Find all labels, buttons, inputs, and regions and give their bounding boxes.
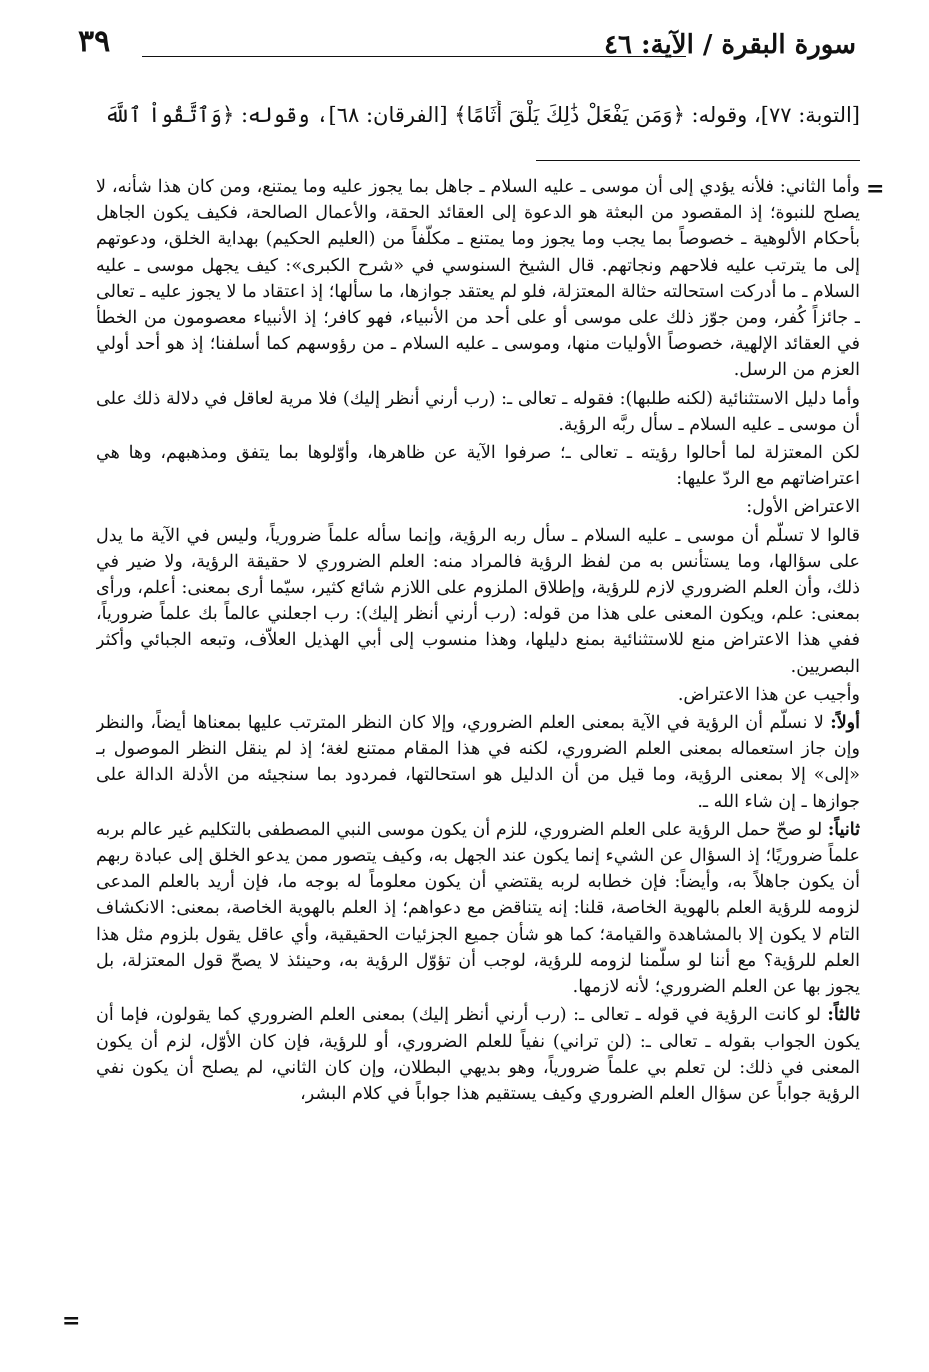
second-reply-label: ثانياً:	[827, 819, 860, 840]
third-reply-text: لو كانت الرؤية في قوله ـ تعالى ـ: (رب أرني أنظر إليك) بمعنى العلم الضروري كما يقولون، فإما أن يكون الجواب بقوله ـ تعالى ـ: (لن تراني) نفياً للعلم الضروري، أو للرؤية، فإن كان الأوّل، لزم أن يكون المعنى في ذلك: لن تعلم بي علماً ضرورياً، وهو بديهي البطلان، وإن كان الثاني، لم يصلح أن يكون نفي الرؤية جواباً عن سؤال العلم الضروري وكيف يستقيم هذا جواباً في كلام البشر،	[96, 1005, 860, 1104]
first-reply-label: أولاً:	[830, 713, 860, 734]
note-heading-first-objection: الاعتراض الأول:	[746, 497, 860, 518]
note-paragraph-third-reply	[96, 1002, 860, 1107]
note-paragraph-second-reply	[96, 817, 860, 1000]
note-paragraph-objection: قالوا لا تسلّم أن موسى ـ عليه السلام ـ سأل ربه الرؤية، وإنما سأله علماً ضرورياً، وليس في الآية ما يدل على سؤالها، وما يستأنس به من لفظ الرؤية فالمراد منه: العلم الضروري لا حقيقة الرؤية، ولا ضير في ذلك، وأن العلم الضروري لازم للرؤية، وإطلاق الملزوم على اللازم شائع كثير، سيّما أرى بمعنى: أعلم، ورأى بمعنى: علم، ويكون المعنى على هذا من قوله: (رب أرني أنظر إليك): رب اجعلني عالماً بك علماً ضرورياً، ففي هذا الاعتراض منع للاستثنائية بمنع دليلها، وهذا منسوب إلى أبي الهذيل العلاّف، وتبعه الجبائي وأكثر البصريين.	[96, 525, 860, 677]
third-reply-label: ثالثاً:	[827, 1005, 860, 1026]
verse-text: [التوبة: ٧٧]، وقوله: ﴿وَمَن يَفْعَلْ ذَٰلِكَ يَلْقَ أَثَامًا﴾ [الفرقان: ٦٨]، وقوله: ﴿وَٱتَّقُواْ ٱللَّهَ	[104, 103, 860, 127]
second-reply-text: لو صحّ حمل الرؤية على العلم الضروري، للزم أن يكون موسى النبي المصطفى بالتكليم غير عالم بربه علماً ضروريًا؛ إذ السؤال عن الشيء إنما يكون عند الجهل به، وكيف يتصور ممن يدعو الخلق إلى عبادة ربهم أن يكون جاهلاً به، وأيضاً: فإن خطابه لربه يقتضي أن يكون معلوماً له بوجه ما، فإن أريد بالعلم المدعى لزومه للرؤية العلم بالهوية الخاصة، قلنا: إنه يتناقض مع دعواهم؛ إذ العلم بالهوية الخاصة، بمعنى: الانكشاف التام لا يكون إلا بالمشاهدة والقيامة؛ كما هو شأن جميع الجزئيات الحقيقية، وأي عاقل يقول بلزوم مثل هذا العلم للرؤية؟ مع أننا لو سلّمنا لزومه للرؤية، لوجب أن تؤوّل الرؤية به، وحينئذ لا يصحّ قول المعتزلة، بل يجوز بها عن العلم الضروري؛ لأنه لازمها.	[96, 819, 860, 998]
surah-verse-title: سورة البقرة / الآية: ٤٦	[604, 30, 856, 60]
first-reply-text: لا نسلّم أن الرؤية في الآية بمعنى العلم الضروري، وإلا كان النظر المترتب عليها بمعناها أيضاً، والنظر وإن جاز استعماله بمعنى العلم الضروري، لكنه في هذا المقام ممتنع لغة؛ إذ لم ينقل النظر الموصول بـ «إلى» إلا بمعنى الرؤية، وما قيل من أن الدليل هو استحالتها، فمردود بما سنجيئه من الأدلة الدالة على جوازها ـ إن شاء الله ـ.	[96, 713, 860, 812]
page-number: ٣٩	[78, 24, 111, 59]
note-paragraph-reply-intro: وأجيب عن هذا الاعتراض.	[677, 684, 860, 705]
note-paragraph-first-reply	[96, 710, 860, 815]
continuation-mark-bottom: =	[62, 1308, 81, 1334]
footnote-separator	[536, 160, 860, 161]
note-paragraph-second-argument: وأما الثاني: فلأنه يؤدي إلى أن موسى ـ عليه السلام ـ جاهل بما يجوز عليه وما يمتنع، ومن كان هذا شأنه، لا يصلح للنبوة؛ إذ المقصود من البعثة هو الدعوة إلى العقائد الحقة، والأعمال الصالحة، فكيف يكون الجاهل بأحكام الألوهية ـ خصوصاً بما يجب وما يجوز وما يمتنع ـ مكلّفاً من (العليم الحكيم) بهداية الخلق، ودعوتهم إلى ما يترتب عليه فلاحهم ونجاتهم. قال الشيخ السنوسي في «شرح الكبرى»: كيف يجهل موسى ـ عليه السلام ـ ما أدركت استحالته حثالة المعتزلة، فلو لم يعتقد جوازها، ما سألها؛ إذ اعتقاد ما لا يجوز عليه ـ تعالى ـ جائزاً كُفر، ومن جوّز ذلك على موسى أو على أحد من الأنبياء، فهو كافر؛ إذ الأنبياء معصومون من الخطأ في العقائد الإلهية، خصوصاً الأوليات منها، وموسى ـ عليه السلام ـ من رؤوسهم كما أسلفنا؛ إذ هو أحد أولي العزم من الرسل.	[96, 177, 860, 381]
header-rule	[142, 56, 686, 57]
footnote-body	[96, 174, 860, 1334]
continuation-mark-top: =	[866, 176, 885, 202]
note-paragraph-mutazila: لكن المعتزلة لما أحالوا رؤيته ـ تعالى ـ؛ صرفوا الآية عن ظاهرها، وأوّلوها بما يتفق ومذهبهم، وها هي اعتراضاتهم مع الردّ عليها:	[96, 443, 860, 490]
note-paragraph-exceptive-proof: وأما دليل الاستثنائية (لكنه طلبها): فقوله ـ تعالى ـ: (رب أرني أنظر إليك) فلا مرية لعاقل في دلالة ذلك على أن موسى ـ عليه السلام ـ سأل ربَّه الرؤية.	[96, 388, 860, 435]
running-header	[78, 24, 856, 68]
